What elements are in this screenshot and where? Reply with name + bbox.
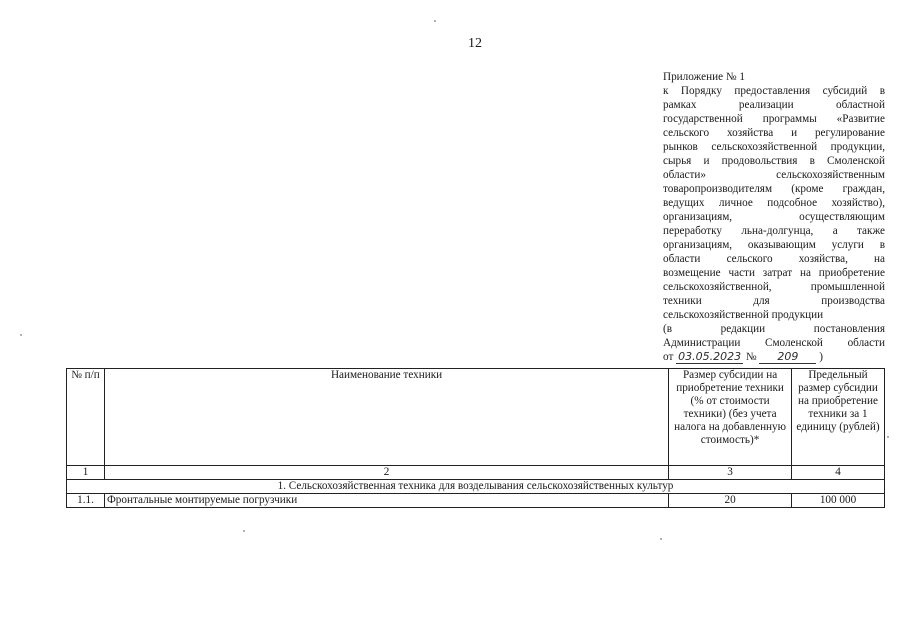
appendix-line: техники для производства xyxy=(663,295,885,307)
appendix-line: сырья и продовольствия в Смоленской xyxy=(663,155,885,167)
scan-speck xyxy=(660,538,662,540)
column-number: 2 xyxy=(104,466,668,480)
appendix-line: сельскохозяйственной, промышленной xyxy=(663,281,885,293)
handwritten-number: 209 xyxy=(759,350,816,364)
subsidy-table xyxy=(66,368,885,508)
appendix-line: переработку льна-долгунца, а также xyxy=(663,225,885,237)
appendix-line: рынков сельскохозяйственной продукции, xyxy=(663,141,885,153)
table-row xyxy=(67,494,885,508)
section-title: 1. Сельскохозяйственная техника для возделывания сельскохозяйственных культур xyxy=(67,480,885,494)
header-name: Наименование техники xyxy=(104,369,668,466)
number-prefix: № xyxy=(745,351,757,363)
scan-speck xyxy=(243,530,245,532)
appendix-line: сельскохозяйственной продукции xyxy=(663,309,824,321)
appendix-line: Администрации Смоленской области xyxy=(663,337,885,349)
section-row xyxy=(67,480,885,494)
scan-speck xyxy=(887,436,889,438)
closing-paren: ) xyxy=(819,351,823,363)
appendix-line: ведущих личное подсобное хозяйство), xyxy=(663,197,885,209)
header-percent: Размер субсидии на приобретение техники (% от стоимости техники) (без учета налога на добавленную стоимость)* xyxy=(669,369,792,466)
appendix-block xyxy=(663,70,885,364)
appendix-line: товаропроизводителям (кроме граждан, xyxy=(663,183,885,195)
appendix-line: сельского хозяйства и регулирование xyxy=(663,127,885,139)
column-number-row xyxy=(67,466,885,480)
appendix-line: к Порядку предоставления субсидий в xyxy=(663,85,885,97)
column-number: 3 xyxy=(669,466,792,480)
header-number: № п/п xyxy=(67,369,105,466)
appendix-date-line xyxy=(663,350,885,364)
header-row xyxy=(67,369,885,466)
appendix-line: рамках реализации областной xyxy=(663,99,885,111)
column-number: 1 xyxy=(67,466,105,480)
scan-speck xyxy=(434,20,436,22)
row-name: Фронтальные монтируемые погрузчики xyxy=(104,494,668,508)
page-number: 12 xyxy=(468,36,482,51)
appendix-line: области сельского хозяйства, на xyxy=(663,253,885,265)
appendix-line: области» сельскохозяйственным xyxy=(663,169,885,181)
header-limit: Предельный размер субсидии на приобретение техники за 1 единицу (рублей) xyxy=(792,369,885,466)
column-number: 4 xyxy=(792,466,885,480)
row-percent: 20 xyxy=(669,494,792,508)
handwritten-date: 03.05.2023 xyxy=(678,350,742,363)
scan-speck xyxy=(20,334,22,336)
row-number: 1.1. xyxy=(67,494,105,508)
appendix-title: Приложение № 1 xyxy=(663,71,745,83)
appendix-line: государственной программы «Развитие xyxy=(663,113,885,125)
appendix-line: организациям, осуществляющим xyxy=(663,211,885,223)
appendix-line: (в редакции постановления xyxy=(663,323,885,335)
appendix-line: организациям, оказывающим услуги в xyxy=(663,239,885,251)
row-limit: 100 000 xyxy=(792,494,885,508)
date-prefix: от xyxy=(663,351,674,363)
appendix-line: возмещение части затрат на приобретение xyxy=(663,267,885,279)
